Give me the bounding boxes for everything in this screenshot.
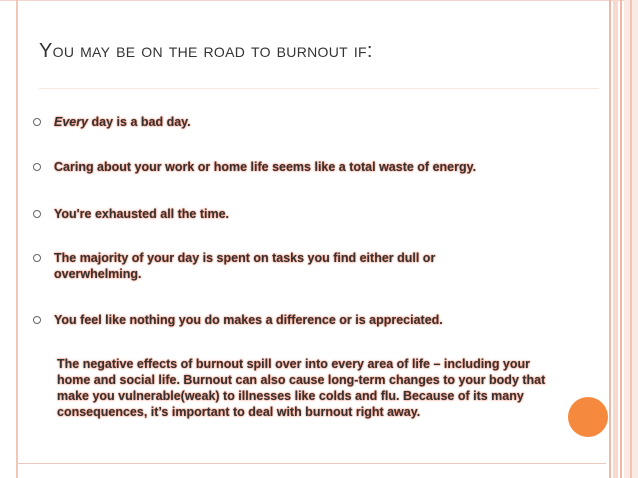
- orange-circle-decoration: [568, 397, 608, 437]
- bullet-text: You're exhausted all the time.: [54, 207, 230, 221]
- title-divider: [39, 88, 599, 89]
- bullet-text: [54, 114, 191, 130]
- bullet-item: [33, 159, 476, 175]
- bullet-body-text: day is a bad day.: [88, 115, 191, 129]
- summary-paragraph: The negative effects of burnout spill over into every area of life – including your home and social life. Burnout can also cause long-term changes to your body that make you vulnerable(weak) to illnesses like colds and flu. Because of its many consequences, it’s important to deal with burnout right away.: [57, 357, 546, 419]
- bullet-item: [33, 250, 503, 282]
- bullet-circle-icon: [33, 316, 41, 324]
- bullet-text: Caring about your work or home life seems like a total waste of energy.: [54, 160, 477, 174]
- frame-line-left: [16, 0, 18, 478]
- slide-title: You may be on the road to burnout if:: [39, 40, 373, 62]
- bullet-item: [33, 312, 443, 328]
- bullet-item: [33, 114, 191, 130]
- decor-stripe: [609, 0, 611, 478]
- bullet-item: [33, 206, 229, 222]
- bullet-text: You feel like nothing you do makes a difference or is appreciated.: [54, 313, 443, 327]
- decor-stripe: [620, 0, 622, 478]
- bullet-circle-icon: [33, 163, 41, 171]
- decor-stripe: [630, 0, 632, 478]
- bullet-circle-icon: [33, 254, 41, 262]
- bullet-circle-icon: [33, 118, 41, 126]
- bullet-circle-icon: [33, 210, 41, 218]
- bullet-lead-text: Every: [54, 115, 89, 129]
- frame-line-top: [0, 0, 638, 1]
- frame-line-bottom: [16, 463, 606, 464]
- decor-stripe: [613, 0, 618, 478]
- bullet-text: The majority of your day is spent on tasks you find either dull or overwhelming.: [54, 251, 436, 281]
